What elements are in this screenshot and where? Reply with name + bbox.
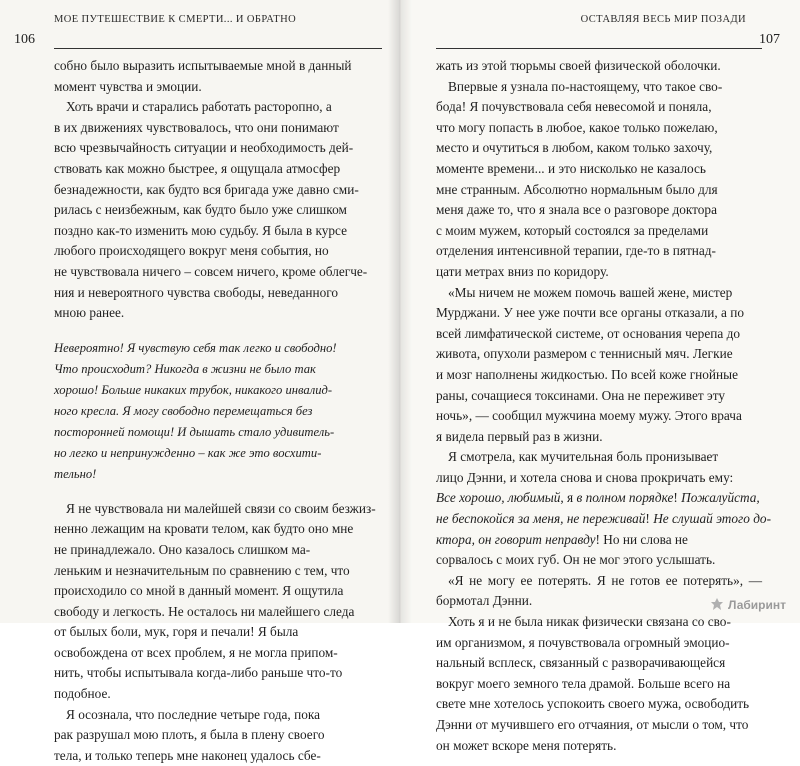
plain-span: , я <box>560 490 577 506</box>
text-line: не принадлежало. Оно казалось слишком ма- <box>54 541 311 557</box>
right-running-head: ОСТАВЛЯЯ ВЕСЬ МИР ПОЗАДИ <box>580 14 746 25</box>
text-line: подобное. <box>54 686 111 702</box>
mixed-line <box>436 488 762 509</box>
left-running-head: МОЕ ПУТЕШЕСТВИЕ К СМЕРТИ... И ОБРАТНО <box>54 14 297 25</box>
text-line: бода! Я почувствовала себя невесомой и поняла, <box>436 99 712 115</box>
text-line: поздно как-то изменить мою судьбу. Я была в курсе <box>54 222 348 238</box>
text-line: «Мы ничем не можем помочь вашей жене, мистер <box>448 284 733 300</box>
text-line: мною ранее. <box>54 305 125 321</box>
text-line: место и очутиться в любом, каком только захочу, <box>436 140 713 156</box>
text-line: и мозг наполнены жидкостью. По всей коже гнойные <box>436 366 738 382</box>
text-line: вокруг моего земного тела драмой. Больше всего на <box>436 675 731 691</box>
right-page <box>400 0 800 753</box>
text-line: момент чувства и эмоции. <box>54 78 202 94</box>
italic-span: в полном порядке <box>576 490 674 506</box>
text-line: отделения интенсивной терапии, где-то в пятнад- <box>436 243 716 259</box>
italic-span: Пожалуйста, <box>681 490 760 506</box>
text-line: ночь», — сообщил мужчина моему мужу. Этого врача <box>436 408 742 424</box>
text-line: с моим мужем, который состоялся за пределами <box>436 222 709 238</box>
right-header-rule <box>436 48 762 49</box>
text-line: Я не чувствовала ни малейшей связи со своим безжиз- <box>66 500 376 516</box>
italic-span: Не слушай этого до- <box>653 511 772 527</box>
italic-line: но легко и непринужденно – как же это восхити- <box>54 445 322 460</box>
text-line: освобождена от всех проблем, я не могла припом- <box>54 644 338 660</box>
text-line: леньким и незначительным по сравнению с тем, что <box>54 562 350 578</box>
italic-quote-block <box>54 338 382 485</box>
mixed-line <box>436 509 772 530</box>
italic-span: ктора, он говорит неправду <box>436 531 596 547</box>
text-line: «Я не могу ее потерять. Я не готов ее потерять», — бормотал Дэнни. <box>436 572 762 609</box>
italic-line: хорошо! Больше никаких трубок, никакого инвалид- <box>54 382 333 397</box>
text-line: в их движениях чувствовалось, что они понимают <box>54 119 339 135</box>
text-line: любого происходящего вокруг меня события, но <box>54 243 329 259</box>
text-line: безнадежности, как будто вся бригада уже давно сми- <box>54 181 359 197</box>
text-line: от былых боли, мук, горя и печали! Я была <box>54 624 299 640</box>
italic-span: Все хорошо, любимый <box>436 490 561 506</box>
text-line: Впервые я узнала по-настоящему, что такое сво- <box>448 78 723 94</box>
italic-line: тельно! <box>54 466 97 481</box>
text-line: всю чрезвычайность ситуации и необходимость дей- <box>54 140 354 156</box>
text-line: Я осознала, что последние четыре года, пока <box>66 706 321 722</box>
text-line: моменте времени... и это нисколько не казалось <box>436 160 706 176</box>
left-header-rule <box>54 48 382 49</box>
text-line: меня даже то, что я знала все о разговоре доктора <box>436 202 717 218</box>
text-line: тела, и только теперь мне наконец удалось сбе- <box>54 747 321 763</box>
text-line: происходило со мной в данный момент. Я ощутила <box>54 583 344 599</box>
text-line: нить, чтобы испытывала когда-либо раньше что-то <box>54 665 343 681</box>
italic-line: посторонней помощи! И дышать стало удивитель- <box>54 424 335 439</box>
book-gutter-shadow <box>388 0 412 623</box>
text-line: Хоть врачи и старались работать расторопно, а <box>66 99 332 115</box>
text-line: ненно лежащим на кровати телом, как будто оно мне <box>54 521 354 537</box>
italic-line: Невероятно! Я чувствую себя так легко и свободно! <box>54 340 337 355</box>
left-page <box>0 0 400 763</box>
text-line: живота, опухоли размером с теннисный мяч. Легкие <box>436 346 733 362</box>
left-page-text <box>54 56 382 766</box>
text-line: что могу попасть в любое, какое только пожелаю, <box>436 119 718 135</box>
text-line: ствовать как можно быстрее, я ощущала атмосфер <box>54 160 341 176</box>
text-line: собно было выразить испытываемые мной в данный <box>54 58 352 73</box>
text-line: свободу и легкость. Не осталось ни малейшего следа <box>54 603 355 619</box>
text-line: лицо Дэнни, и хотела снова и снова прокричать ему: <box>436 469 734 485</box>
right-page-text <box>436 56 772 756</box>
text-line: рак разрушал мою плоть, я была в плену своего <box>54 727 325 743</box>
text-line: сорвалось с моих губ. Он не мог этого услышать. <box>436 552 716 568</box>
italic-line: ного кресла. Я могу свободно перемещаться без <box>54 403 313 418</box>
text-line: не чувствовала ничего – совсем ничего, кроме облегче- <box>54 263 368 279</box>
text-line: всей лимфатической системе, от основания черепа до <box>436 325 740 341</box>
text-line: Я смотрела, как мучительная боль пронизывает <box>448 449 719 465</box>
text-line: жать из этой тюрьмы своей физической оболочки. <box>436 58 721 73</box>
plain-span: ! <box>673 490 682 506</box>
text-line: Хоть я и не была никак физически связана со сво- <box>448 614 731 630</box>
text-line: ния и невероятного чувства свободы, неведанного <box>54 284 339 300</box>
text-line: цати метрах вниз по коридору. <box>436 263 609 279</box>
text-line: я видела первый раз в жизни. <box>436 428 603 444</box>
text-line: рилась с неизбежным, как будто было уже слишком <box>54 202 347 218</box>
text-line: раны, сочащиеся токсинами. Она не переживет эту <box>436 387 725 403</box>
text-line: им организмом, я почувствовала огромный эмоцио- <box>436 634 730 650</box>
italic-span: не беспокойся за меня, не переживай <box>436 511 646 527</box>
mixed-line <box>436 530 762 551</box>
labirint-watermark <box>709 597 786 613</box>
text-line: свете мне хотелось успокоить своего мужа, освободить <box>436 696 750 712</box>
italic-line: Что происходит? Никогда в жизни не было так <box>54 361 316 376</box>
labirint-logo-text: Лабиринт <box>727 598 786 612</box>
plain-span: ! Но ни слова не <box>595 531 688 547</box>
left-page-number: 106 <box>14 32 35 47</box>
text-line: мне странным. Абсолютно нормальным было для <box>436 181 718 197</box>
right-page-number: 107 <box>759 32 780 47</box>
text-line: нальный всплеск, связанный с разворачивающейся <box>436 655 726 671</box>
text-line: Мурджани. У нее уже почти все органы отказали, а по <box>436 305 745 321</box>
text-line: Дэнни от мучившего его отчаяния, от мысли о том, что <box>436 717 749 732</box>
labirint-logo-icon <box>709 597 725 613</box>
text-line: он может вскоре меня потерять. <box>436 737 617 753</box>
plain-span: ! <box>645 511 654 527</box>
